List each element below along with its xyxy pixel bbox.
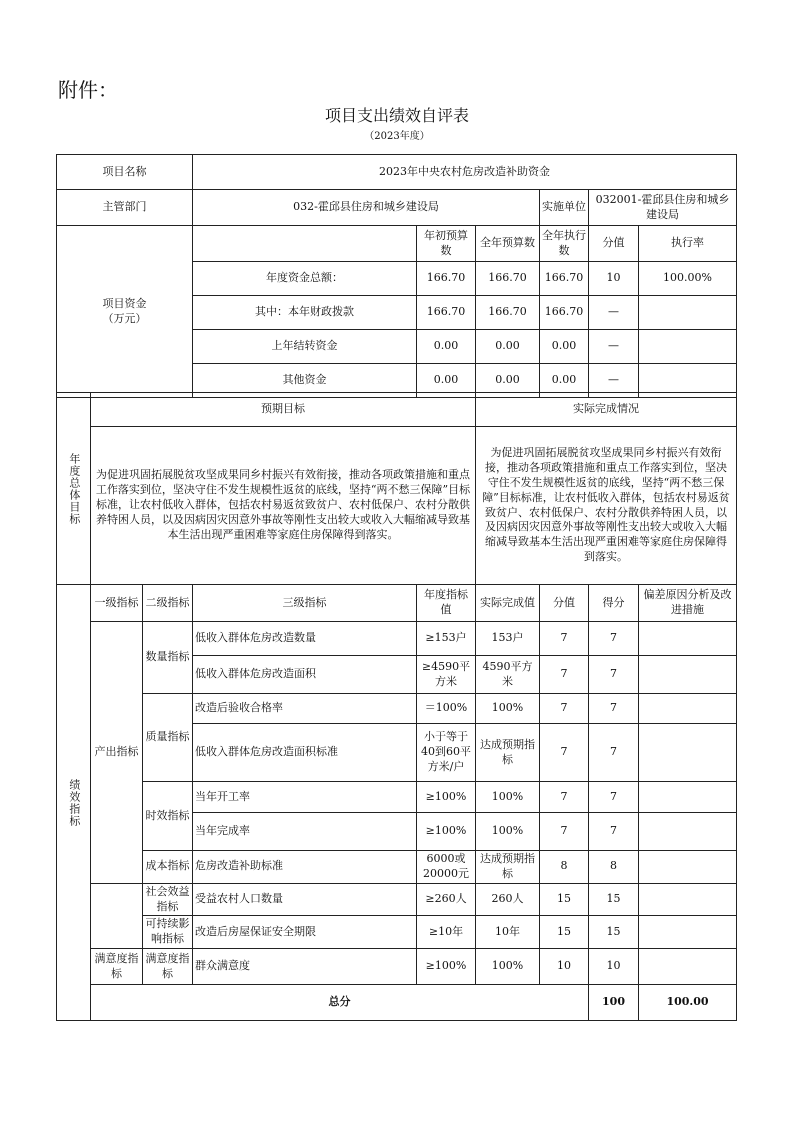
funds-row-name: 其他资金: [193, 364, 417, 398]
indicator-name: 低收入群体危房改造面积: [193, 656, 417, 694]
funds-row-name: 年度资金总额：: [193, 262, 417, 296]
indicator-name: 群众满意度: [193, 949, 417, 985]
funds-label-text: 项目资金 （万元）: [102, 296, 147, 325]
funds-row-rate: [639, 296, 737, 330]
indicator-got: 7: [589, 622, 639, 656]
funds-row-v1: 0.00: [417, 364, 476, 398]
funds-row-v1: 166.70: [417, 262, 476, 296]
funds-row-v2: 166.70: [476, 262, 540, 296]
indicator-reason: [639, 916, 737, 949]
funds-row-score: —: [589, 296, 639, 330]
indicator-actual: 4590平方米: [476, 656, 540, 694]
indicator-target: ≥260人: [417, 883, 476, 916]
page-title: 项目支出绩效自评表: [324, 106, 469, 125]
indicator-reason: [639, 813, 737, 851]
project-name-label: 项目名称: [57, 155, 193, 190]
funds-row-score: —: [589, 364, 639, 398]
actual-label: 实际完成情况: [476, 393, 737, 427]
indicator-got: 7: [589, 782, 639, 813]
project-name-value: 2023年中央农村危房改造补助资金: [193, 155, 737, 190]
indicator-target: 6000或20000元: [417, 851, 476, 884]
header-target: 年度指标值: [417, 585, 476, 622]
dept-value: 032-霍邱县住房和城乡建设局: [193, 190, 540, 226]
indicator-reason: [639, 782, 737, 813]
timeliness-label: 时效指标: [143, 782, 193, 851]
funds-row-v3: 166.70: [540, 262, 589, 296]
total-label: 总分: [91, 985, 589, 1021]
funds-header-1: 年初预算数: [417, 226, 476, 262]
indicator-actual: 100%: [476, 813, 540, 851]
dept-label: 主管部门: [57, 190, 193, 226]
indicator-actual: 153户: [476, 622, 540, 656]
funds-row-rate: 100.00%: [639, 262, 737, 296]
header-score: 分值: [540, 585, 589, 622]
header-l1: 一级指标: [91, 585, 143, 622]
header-l2: 二级指标: [143, 585, 193, 622]
funds-row-v1: 0.00: [417, 330, 476, 364]
indicator-got: 15: [589, 883, 639, 916]
indicator-reason: [639, 949, 737, 985]
indicator-score: 15: [540, 916, 589, 949]
header-got: 得分: [589, 585, 639, 622]
header-l3: 三级指标: [193, 585, 417, 622]
funds-header-5: 执行率: [639, 226, 737, 262]
indicator-target: ≥4590平方米: [417, 656, 476, 694]
indicator-actual: 达成预期指标: [476, 851, 540, 884]
satisfaction-l1-label: 满意度指标: [91, 949, 143, 985]
indicator-name: 低收入群体危房改造数量: [193, 622, 417, 656]
indicator-got: 15: [589, 916, 639, 949]
indicator-score: 7: [540, 656, 589, 694]
social-label: 社会效益指标: [143, 883, 193, 916]
indicator-got: 7: [589, 813, 639, 851]
indicator-actual: 100%: [476, 949, 540, 985]
indicator-target: ≥100%: [417, 813, 476, 851]
performance-table: [56, 154, 737, 398]
impl-value: 032001-霍邱县住房和城乡建设局: [589, 190, 737, 226]
indicator-target: ≥10年: [417, 916, 476, 949]
indicator-reason: [639, 724, 737, 782]
indicator-score: 7: [540, 622, 589, 656]
goals-indicators-table: [56, 392, 737, 1021]
impl-label: 实施单位: [540, 190, 589, 226]
indicator-score: 10: [540, 949, 589, 985]
funds-header-4: 分值: [589, 226, 639, 262]
indicator-actual: 100%: [476, 694, 540, 724]
indicator-reason: [639, 694, 737, 724]
indicator-actual: 260人: [476, 883, 540, 916]
indicator-got: 7: [589, 724, 639, 782]
indicator-actual: 10年: [476, 916, 540, 949]
funds-label: [57, 226, 193, 398]
indicator-score: 7: [540, 782, 589, 813]
funds-row-score: —: [589, 330, 639, 364]
header-actual: 实际完成值: [476, 585, 540, 622]
indicators-label-text: 绩效指标: [67, 778, 81, 827]
funds-row-v3: 166.70: [540, 296, 589, 330]
expected-goal-text: 为促进巩固拓展脱贫攻坚成果同乡村振兴有效衔接，推动各项政策措施和重点工作落实到位，坚决守住不发生规模性返贫的底线，坚持“两不愁三保障”目标标准，让农村低收入群体，包括农村易返贫致贫户、农村低保户、农村分散供养特困人员，以及因病因灾因意外事故等刚性支出较大或收入大幅缩减导致基本生活出现严重困难等家庭住房保障得到落实。: [91, 427, 476, 585]
total-got: 100.00: [639, 985, 737, 1021]
indicator-reason: [639, 851, 737, 884]
quantity-label: 数量指标: [143, 622, 193, 694]
funds-row-v2: 0.00: [476, 330, 540, 364]
indicator-reason: [639, 656, 737, 694]
indicator-score: 15: [540, 883, 589, 916]
header-reason: 偏差原因分析及改进措施: [639, 585, 737, 622]
indicator-score: 8: [540, 851, 589, 884]
indicator-reason: [639, 883, 737, 916]
indicator-target: ≥100%: [417, 782, 476, 813]
indicator-target: ＝100%: [417, 694, 476, 724]
indicator-name: 当年开工率: [193, 782, 417, 813]
cost-label: 成本指标: [143, 851, 193, 884]
indicator-actual: 100%: [476, 782, 540, 813]
indicator-name: 当年完成率: [193, 813, 417, 851]
actual-goal-text: 为促进巩固拓展脱贫攻坚成果同乡村振兴有效衔接，推动各项政策措施和重点工作落实到位，坚决守住不发生规模性返贫的底线，坚持“两不愁三保障”目标标准，让农村低收入群体，包括农村易返贫致贫户、农村低保户、农村分散供养特困人员，以及因病因灾因意外事故等刚性支出较大或收入大幅缩减导致基本生活出现严重困难等家庭住房保障得到落实。: [476, 427, 737, 585]
indicator-reason: [639, 622, 737, 656]
indicator-name: 受益农村人口数量: [193, 883, 417, 916]
indicator-got: 8: [589, 851, 639, 884]
indicator-target: ≥153户: [417, 622, 476, 656]
year-subtitle: （2023年度）: [364, 131, 430, 142]
attachment-label: 附件：: [58, 78, 118, 102]
indicators-label: [57, 585, 91, 1021]
goals-label-text: 年度总体目标: [67, 452, 81, 525]
indicator-target: 小于等于40到60平方米/户: [417, 724, 476, 782]
indicator-got: 10: [589, 949, 639, 985]
funds-row-rate: [639, 330, 737, 364]
indicator-score: 7: [540, 724, 589, 782]
funds-row-v1: 166.70: [417, 296, 476, 330]
sustain-label: 可持续影响指标: [143, 916, 193, 949]
funds-row-v2: 0.00: [476, 364, 540, 398]
indicator-name: 低收入群体危房改造面积标准: [193, 724, 417, 782]
indicator-score: 7: [540, 813, 589, 851]
indicator-got: 7: [589, 694, 639, 724]
expected-label: 预期目标: [91, 393, 476, 427]
funds-header-3: 全年执行数: [540, 226, 589, 262]
satisfaction-l2-label: 满意度指标: [143, 949, 193, 985]
goals-label: [57, 393, 91, 585]
indicator-name: 危房改造补助标准: [193, 851, 417, 884]
funds-row-v3: 0.00: [540, 330, 589, 364]
effect-blank: [91, 883, 143, 948]
funds-corner: [193, 226, 417, 262]
quality-label: 质量指标: [143, 694, 193, 782]
indicator-score: 7: [540, 694, 589, 724]
funds-header-2: 全年预算数: [476, 226, 540, 262]
funds-row-name: 上年结转资金: [193, 330, 417, 364]
funds-row-v3: 0.00: [540, 364, 589, 398]
indicator-actual: 达成预期指标: [476, 724, 540, 782]
funds-row-score: 10: [589, 262, 639, 296]
funds-row-v2: 166.70: [476, 296, 540, 330]
indicator-name: 改造后验收合格率: [193, 694, 417, 724]
indicator-name: 改造后房屋保证安全期限: [193, 916, 417, 949]
funds-row-name: 其中：本年财政拨款: [193, 296, 417, 330]
output-label: 产出指标: [91, 622, 143, 884]
total-score: 100: [589, 985, 639, 1021]
indicator-target: ≥100%: [417, 949, 476, 985]
indicator-got: 7: [589, 656, 639, 694]
